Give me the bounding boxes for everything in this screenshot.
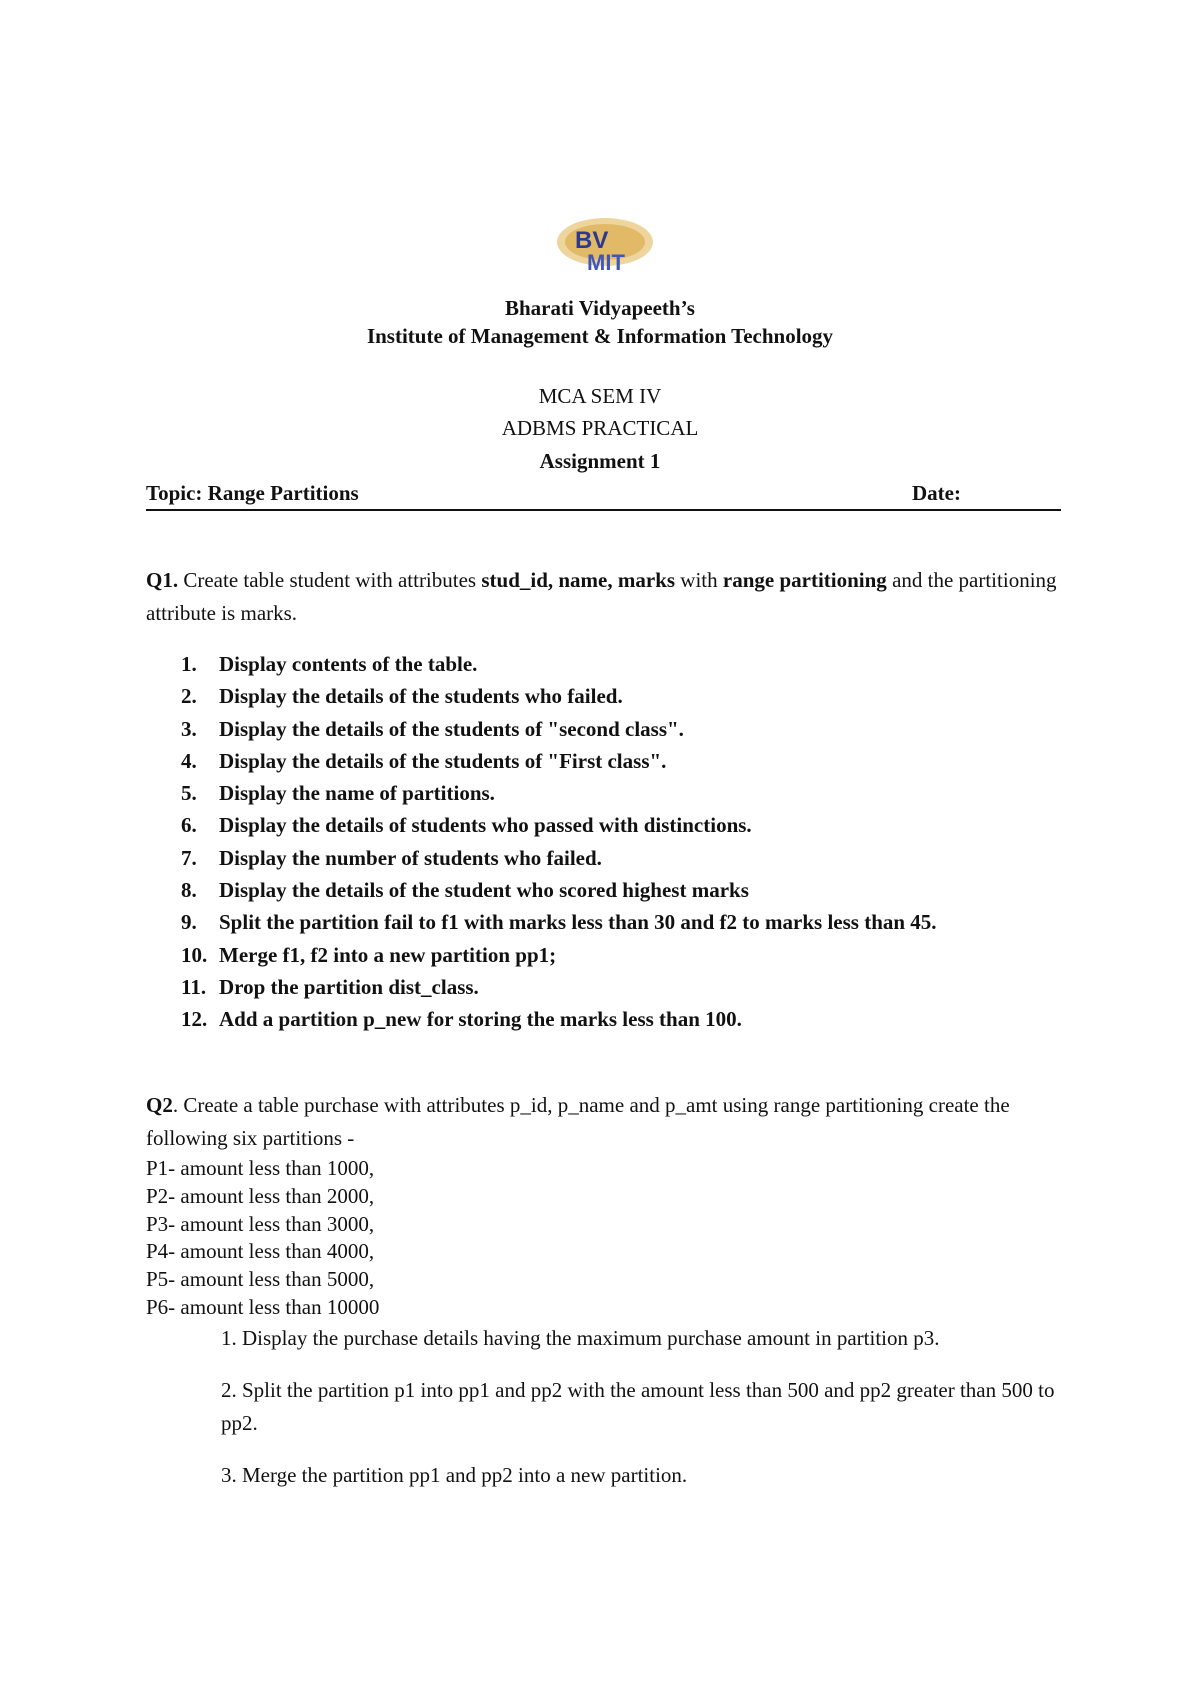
list-item-text: Drop the partition dist_class. — [219, 974, 479, 999]
list-item-text: Add a partition p_new for storing the marks less than 100. — [219, 1007, 742, 1032]
question-1-text-2: with — [675, 568, 723, 592]
list-item — [146, 745, 1086, 777]
list-item-text: Merge f1, f2 into a new partition pp1; — [219, 942, 557, 967]
list-item-number: 5. — [181, 781, 197, 806]
svg-text:BV: BV — [575, 227, 609, 254]
question-2-text: . Create a table purchase with attributes p_id, p_name and p_amt using range partitioning create the following six partitions - — [146, 1093, 1010, 1150]
subject-line: ADBMS PRACTICAL — [501, 416, 699, 440]
question-1-list — [146, 648, 1086, 1036]
list-item — [146, 713, 1086, 745]
question-2 — [146, 1089, 1066, 1155]
partition-item: P2- amount less than 2000, — [146, 1183, 375, 1208]
list-item — [146, 939, 1086, 971]
partition-item: P3- amount less than 3000, — [146, 1211, 375, 1236]
list-item-text: Display contents of the table. — [219, 652, 478, 676]
partition-item: P4- amount less than 4000, — [146, 1239, 375, 1264]
question-1-label: Q1. — [146, 568, 179, 592]
institution-name-line1: Bharati Vidyapeeth’s — [505, 296, 695, 320]
partition-item: P6- amount less than 10000 — [146, 1294, 380, 1319]
list-item — [146, 906, 1086, 938]
assignment-title: Assignment 1 — [539, 449, 661, 473]
question-2-sub-2: 2. Split the partition p1 into pp1 and pp2 with the amount less than 500 and pp2 greater than 500 to pp2. — [221, 1378, 1055, 1435]
course-line: MCA SEM IV — [538, 384, 662, 408]
partition-item: P5- amount less than 5000, — [146, 1267, 375, 1292]
topic-row — [146, 479, 1061, 511]
partition-list — [146, 1155, 379, 1322]
date-label: Date: — [912, 481, 961, 505]
question-1-partitioning: range partitioning — [722, 568, 887, 592]
list-item-text: Display the details of the student who scored highest marks — [219, 878, 749, 903]
list-item — [146, 971, 1086, 1003]
question-1-text: Create table student with attributes — [178, 568, 482, 592]
list-item-number: 8. — [181, 878, 197, 903]
svg-text:MIT: MIT — [587, 250, 625, 274]
list-item-number: 3. — [181, 716, 197, 741]
question-2-sub-3: 3. Merge the partition pp1 and pp2 into a new partition. — [221, 1463, 688, 1487]
list-item-number: 10. — [181, 942, 208, 967]
list-item-number: 1. — [181, 652, 197, 676]
list-item-text: Display the details of the students of "second class". — [219, 716, 684, 741]
partition-item: P1- amount less than 1000, — [146, 1156, 375, 1180]
question-1-text-3: and the partitioning attribute is marks. — [146, 568, 1057, 625]
topic-label: Topic: Range Partitions — [146, 481, 359, 505]
list-item-number: 6. — [181, 813, 197, 838]
list-item — [146, 777, 1086, 809]
list-item-number: 9. — [181, 910, 197, 935]
list-item-number: 12. — [181, 1007, 208, 1032]
list-item-number: 2. — [181, 684, 197, 709]
list-item — [146, 1003, 1086, 1035]
list-item — [146, 809, 1086, 841]
list-item-text: Display the details of the students of "First class". — [219, 748, 667, 773]
list-item-text: Split the partition fail to f1 with marks less than 30 and f2 to marks less than 45. — [219, 910, 937, 935]
list-item — [146, 874, 1086, 906]
question-2-sub-1: 1. Display the purchase details having the maximum purchase amount in partition p3. — [221, 1326, 940, 1350]
question-1 — [146, 564, 1066, 630]
list-item-number: 7. — [181, 845, 197, 870]
list-item-text: Display the number of students who failed. — [219, 845, 602, 870]
list-item-number: 11. — [181, 974, 207, 999]
list-item-text: Display the details of the students who failed. — [219, 684, 623, 709]
question-1-attributes: stud_id, name, marks — [481, 568, 676, 592]
institution-name-line2: Institute of Management & Information Technology — [366, 324, 834, 348]
list-item-text: Display the name of partitions. — [219, 781, 495, 806]
list-item-text: Display the details of students who passed with distinctions. — [219, 813, 752, 838]
question-2-label: Q2 — [146, 1093, 173, 1117]
list-item — [146, 680, 1086, 712]
list-item — [146, 842, 1086, 874]
list-item-number: 4. — [181, 748, 197, 773]
bvimit-logo-icon — [555, 216, 655, 274]
list-item — [146, 648, 1086, 680]
